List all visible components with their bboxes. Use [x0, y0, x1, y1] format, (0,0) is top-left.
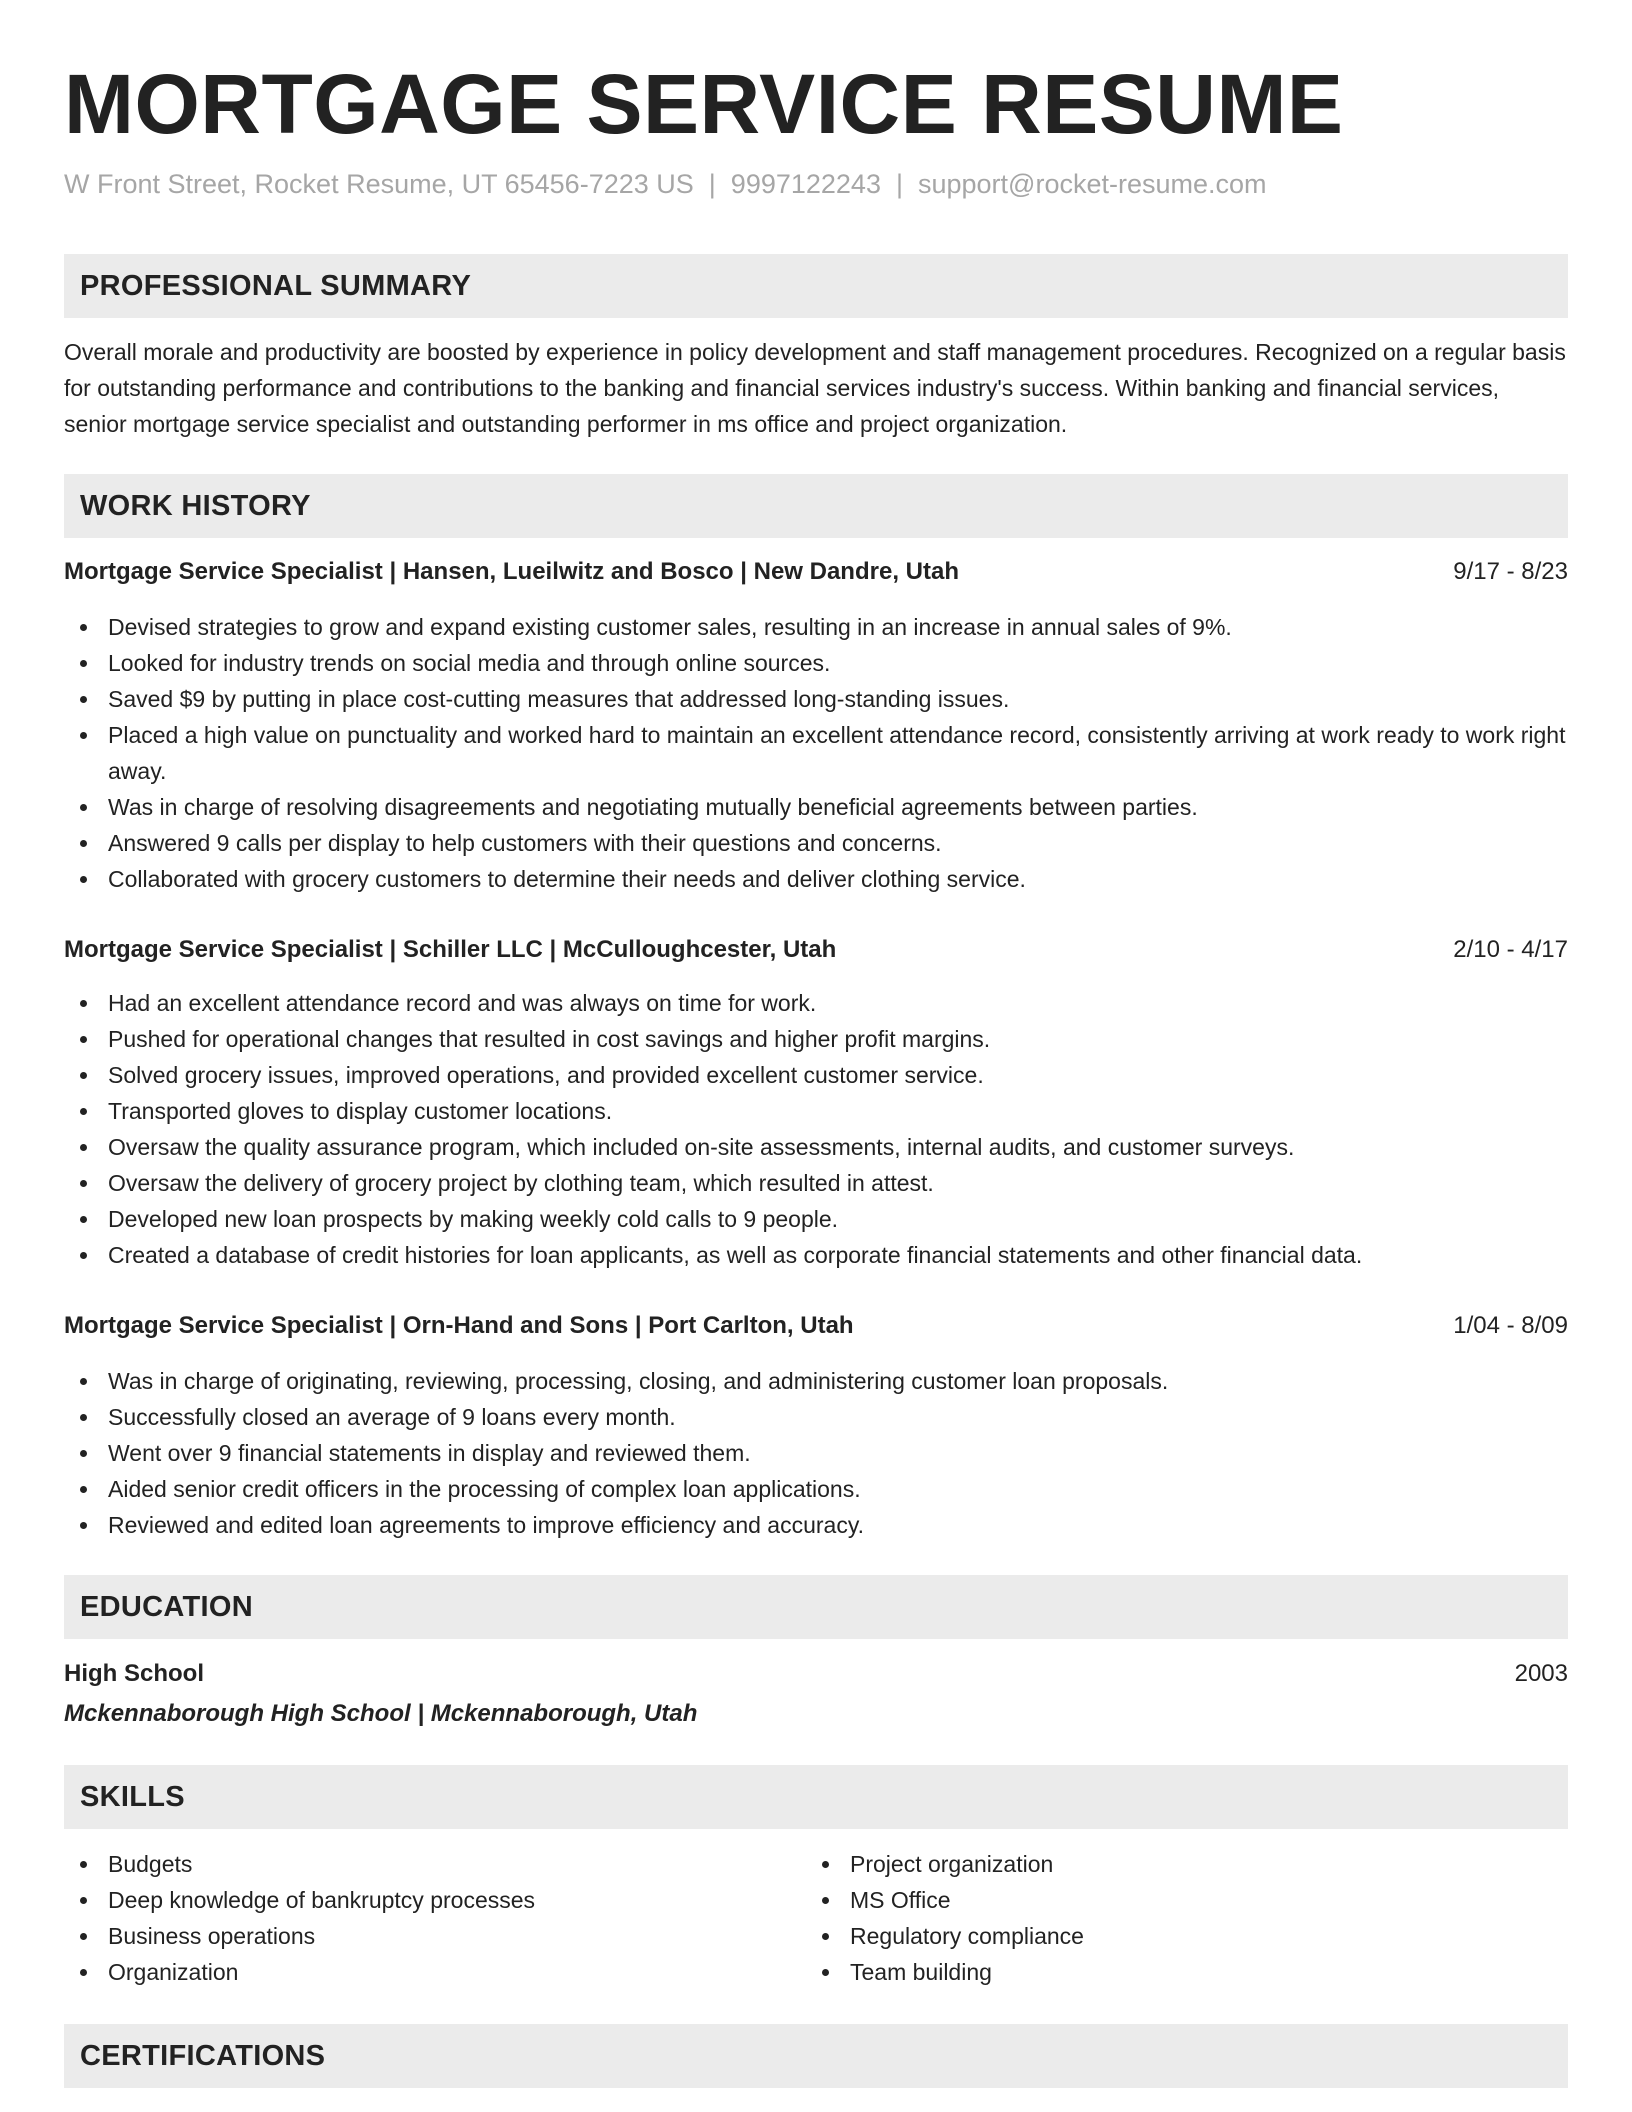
- job-bullets: [64, 1363, 1568, 1543]
- skill-item: Business operations: [64, 1918, 764, 1954]
- bullet-item: Created a database of credit histories for loan applicants, as well as corporate financial statements and other financial data.: [64, 1237, 1568, 1273]
- job-title: Mortgage Service Specialist | Hansen, Lueilwitz and Bosco | New Dandre, Utah: [64, 558, 959, 585]
- job-title: Mortgage Service Specialist | Schiller LLC | McCulloughcester, Utah: [64, 936, 837, 963]
- bullet-item: Was in charge of originating, reviewing, processing, closing, and administering customer loan proposals.: [64, 1363, 1568, 1399]
- summary-text: Overall morale and productivity are boosted by experience in policy development and staff management procedures. Recognized on a regular basis for outstanding performance and contributions to the banking and financial services industry's success. Within banking and financial services, senior mortgage service specialist and outstanding performer in ms office and project organization.: [64, 339, 1566, 437]
- contact-line: [64, 166, 1267, 202]
- skill-item: Project organization: [806, 1846, 1506, 1882]
- job-dates: 9/17 - 8/23: [1453, 558, 1568, 585]
- job-header: [64, 554, 1568, 590]
- resume-name: MORTGAGE SERVICE RESUME: [64, 57, 1344, 151]
- skill-item: Regulatory compliance: [806, 1918, 1506, 1954]
- education-degree: High School: [64, 1660, 204, 1687]
- education-header: [64, 1656, 1568, 1692]
- bullet-item: Looked for industry trends on social media and through online sources.: [64, 645, 1568, 681]
- bullet-item: Saved $9 by putting in place cost-cutting measures that addressed long-standing issues.: [64, 681, 1568, 717]
- education-school: Mckennaborough High School | Mckennaborough, Utah: [64, 1700, 698, 1727]
- bullet-item: Solved grocery issues, improved operations, and provided excellent customer service.: [64, 1057, 1568, 1093]
- skill-item: Deep knowledge of bankruptcy processes: [64, 1882, 764, 1918]
- bullet-item: Collaborated with grocery customers to determine their needs and deliver clothing service.: [64, 861, 1568, 897]
- bullet-item: Developed new loan prospects by making weekly cold calls to 9 people.: [64, 1201, 1568, 1237]
- education-year: 2003: [1514, 1660, 1568, 1687]
- job-bullets: [64, 985, 1568, 1273]
- contact-separator: |: [895, 169, 903, 199]
- job-header: [64, 1308, 1568, 1344]
- section-certifications: [64, 2024, 1568, 2088]
- section-skills: [64, 1765, 1568, 1829]
- section-professional-summary: [64, 254, 1568, 318]
- job-header: [64, 932, 1568, 968]
- bullet-item: Was in charge of resolving disagreements and negotiating mutually beneficial agreements between parties.: [64, 789, 1568, 825]
- bullet-item: Pushed for operational changes that resulted in cost savings and higher profit margins.: [64, 1021, 1568, 1057]
- contact-separator: |: [708, 169, 716, 199]
- bullet-item: Successfully closed an average of 9 loans every month.: [64, 1399, 1568, 1435]
- job-dates: 1/04 - 8/09: [1453, 1312, 1568, 1339]
- job-dates: 2/10 - 4/17: [1453, 936, 1568, 963]
- skill-item: Budgets: [64, 1846, 764, 1882]
- section-work-history: [64, 474, 1568, 538]
- section-title: SKILLS: [80, 1781, 185, 1813]
- skills-list-right: [806, 1846, 1506, 1990]
- skill-item: Team building: [806, 1954, 1506, 1990]
- section-title: WORK HISTORY: [80, 490, 311, 522]
- skill-item: Organization: [64, 1954, 764, 1990]
- section-title: EDUCATION: [80, 1591, 253, 1623]
- skills-list-left: [64, 1846, 764, 1990]
- contact-phone: 9997122243: [730, 169, 881, 199]
- job-title: Mortgage Service Specialist | Orn-Hand and Sons | Port Carlton, Utah: [64, 1312, 854, 1339]
- section-title: CERTIFICATIONS: [80, 2040, 326, 2072]
- bullet-item: Aided senior credit officers in the processing of complex loan applications.: [64, 1471, 1568, 1507]
- bullet-item: Had an excellent attendance record and was always on time for work.: [64, 985, 1568, 1021]
- bullet-item: Transported gloves to display customer locations.: [64, 1093, 1568, 1129]
- bullet-item: Went over 9 financial statements in display and reviewed them.: [64, 1435, 1568, 1471]
- job-bullets: [64, 609, 1568, 897]
- skill-item: MS Office: [806, 1882, 1506, 1918]
- bullet-item: Answered 9 calls per display to help customers with their questions and concerns.: [64, 825, 1568, 861]
- bullet-item: Placed a high value on punctuality and worked hard to maintain an excellent attendance record, consistently arriving at work ready to work right away.: [64, 717, 1568, 789]
- bullet-item: Oversaw the delivery of grocery project by clothing team, which resulted in attest.: [64, 1165, 1568, 1201]
- section-education: [64, 1575, 1568, 1639]
- contact-address: W Front Street, Rocket Resume, UT 65456-7223 US: [64, 169, 694, 199]
- bullet-item: Reviewed and edited loan agreements to improve efficiency and accuracy.: [64, 1507, 1568, 1543]
- bullet-item: Oversaw the quality assurance program, which included on-site assessments, internal audits, and customer surveys.: [64, 1129, 1568, 1165]
- section-title: PROFESSIONAL SUMMARY: [80, 270, 472, 302]
- contact-email: support@rocket-resume.com: [917, 169, 1267, 199]
- bullet-item: Devised strategies to grow and expand existing customer sales, resulting in an increase in annual sales of 9%.: [64, 609, 1568, 645]
